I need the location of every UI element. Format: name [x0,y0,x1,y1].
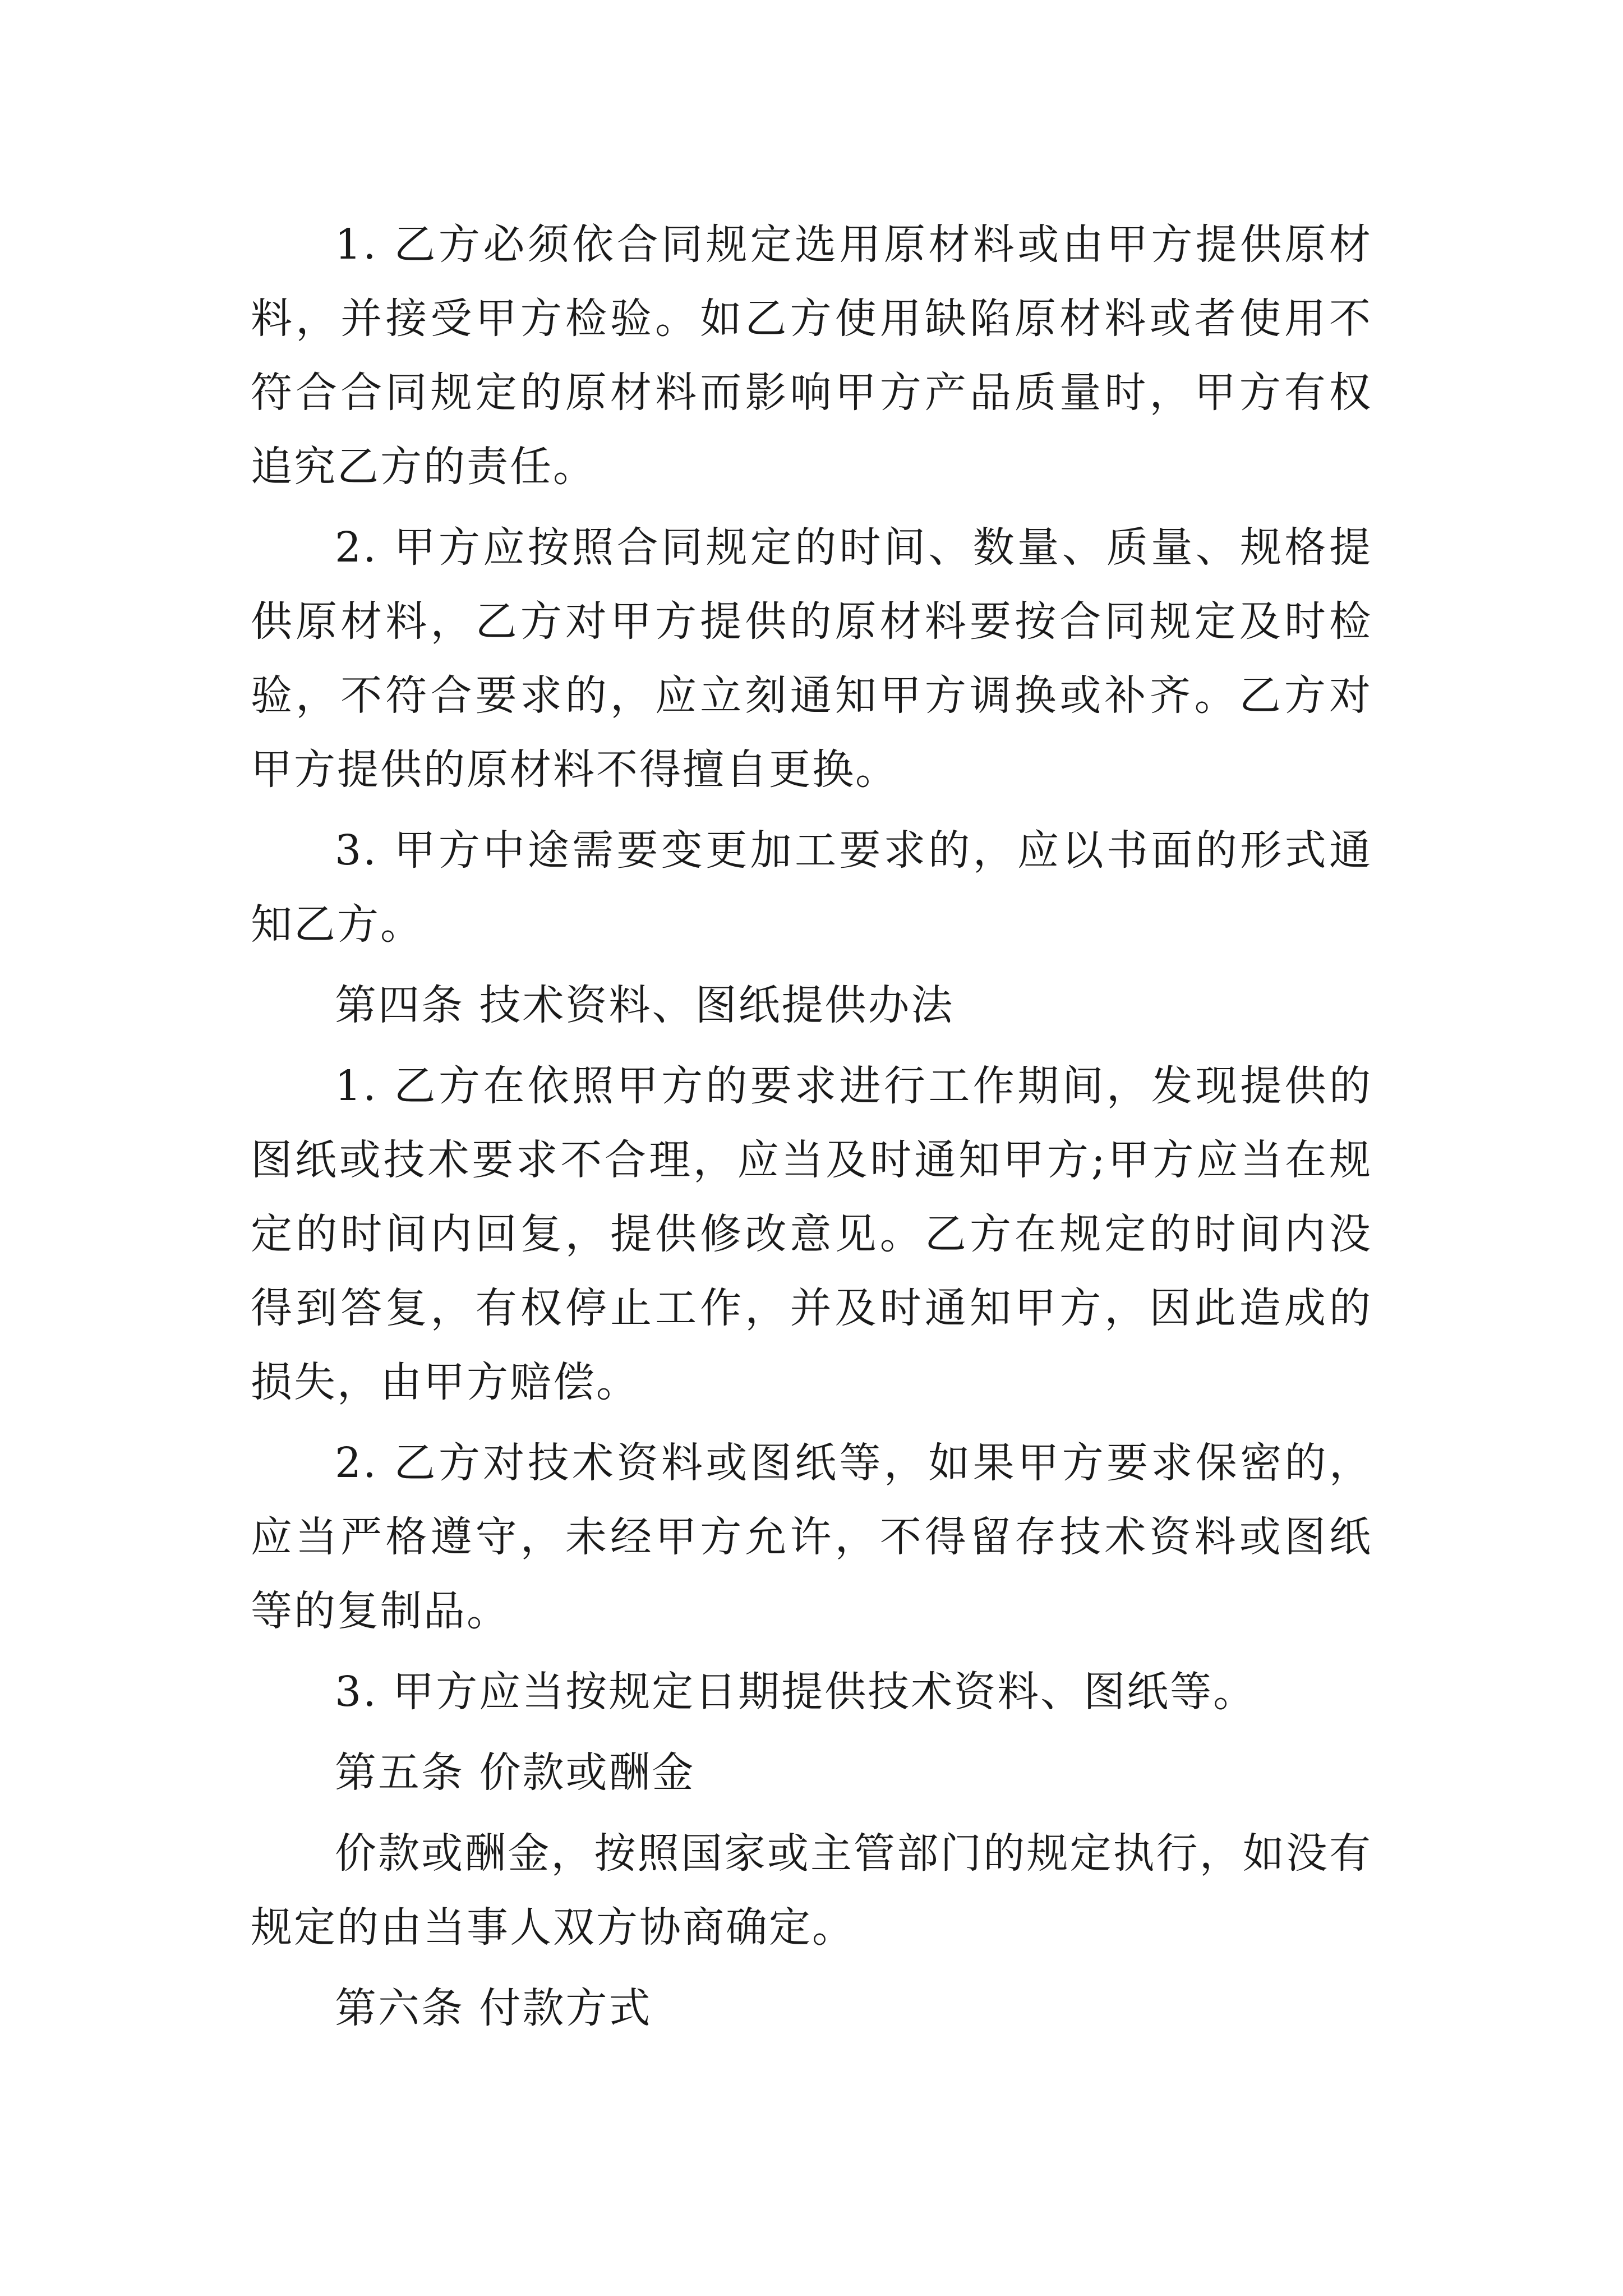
paragraph-article4-item3: 3. 甲方应当按规定日期提供技术资料、图纸等。 [335,1668,1257,1716]
paragraph-clause3-item2: 2. 甲方应按照合同规定的时间、数量、质量、规格提供原材料，乙方对甲方提供的原材料要按合同规定及时检验，不符合要求的，应立刻通知甲方调换或补齐。乙方对甲方提供的原材料不得擅自更换。 [251,523,1372,794]
document-body [251,208,1372,2045]
paragraph-clause3-item1: 1. 乙方必须依合同规定选用原材料或由甲方提供原材料，并接受甲方检验。如乙方使用缺陷原材料或者使用不符合合同规定的原材料而影响甲方产品质量时，甲方有权追究乙方的责任。 [251,220,1372,491]
paragraph-article4-item2: 2. 乙方对技术资料或图纸等，如果甲方要求保密的，应当严格遵守，未经甲方允许，不得留存技术资料或图纸等的复制品。 [251,1439,1372,1635]
paragraph-clause3-item3: 3. 甲方中途需要变更加工要求的，应以书面的形式通知乙方。 [251,826,1372,949]
paragraph-article5-body: 价款或酬金，按照国家或主管部门的规定执行，如没有规定的由当事人双方协商确定。 [251,1829,1372,1952]
paragraph-article4-item1: 1. 乙方在依照甲方的要求进行工作期间，发现提供的图纸或技术要求不合理，应当及时通知甲方;甲方应当在规定的时间内回复，提供修改意见。乙方在规定的时间内没得到答复，有权停止工作，并及时通知甲方，因此造成的损失，由甲方赔偿。 [251,1062,1372,1406]
section-heading-article6: 第六条 付款方式 [335,1984,652,2032]
section-heading-article4: 第四条 技术资料、图纸提供办法 [335,981,955,1029]
section-heading-article5: 第五条 价款或酬金 [335,1749,695,1797]
